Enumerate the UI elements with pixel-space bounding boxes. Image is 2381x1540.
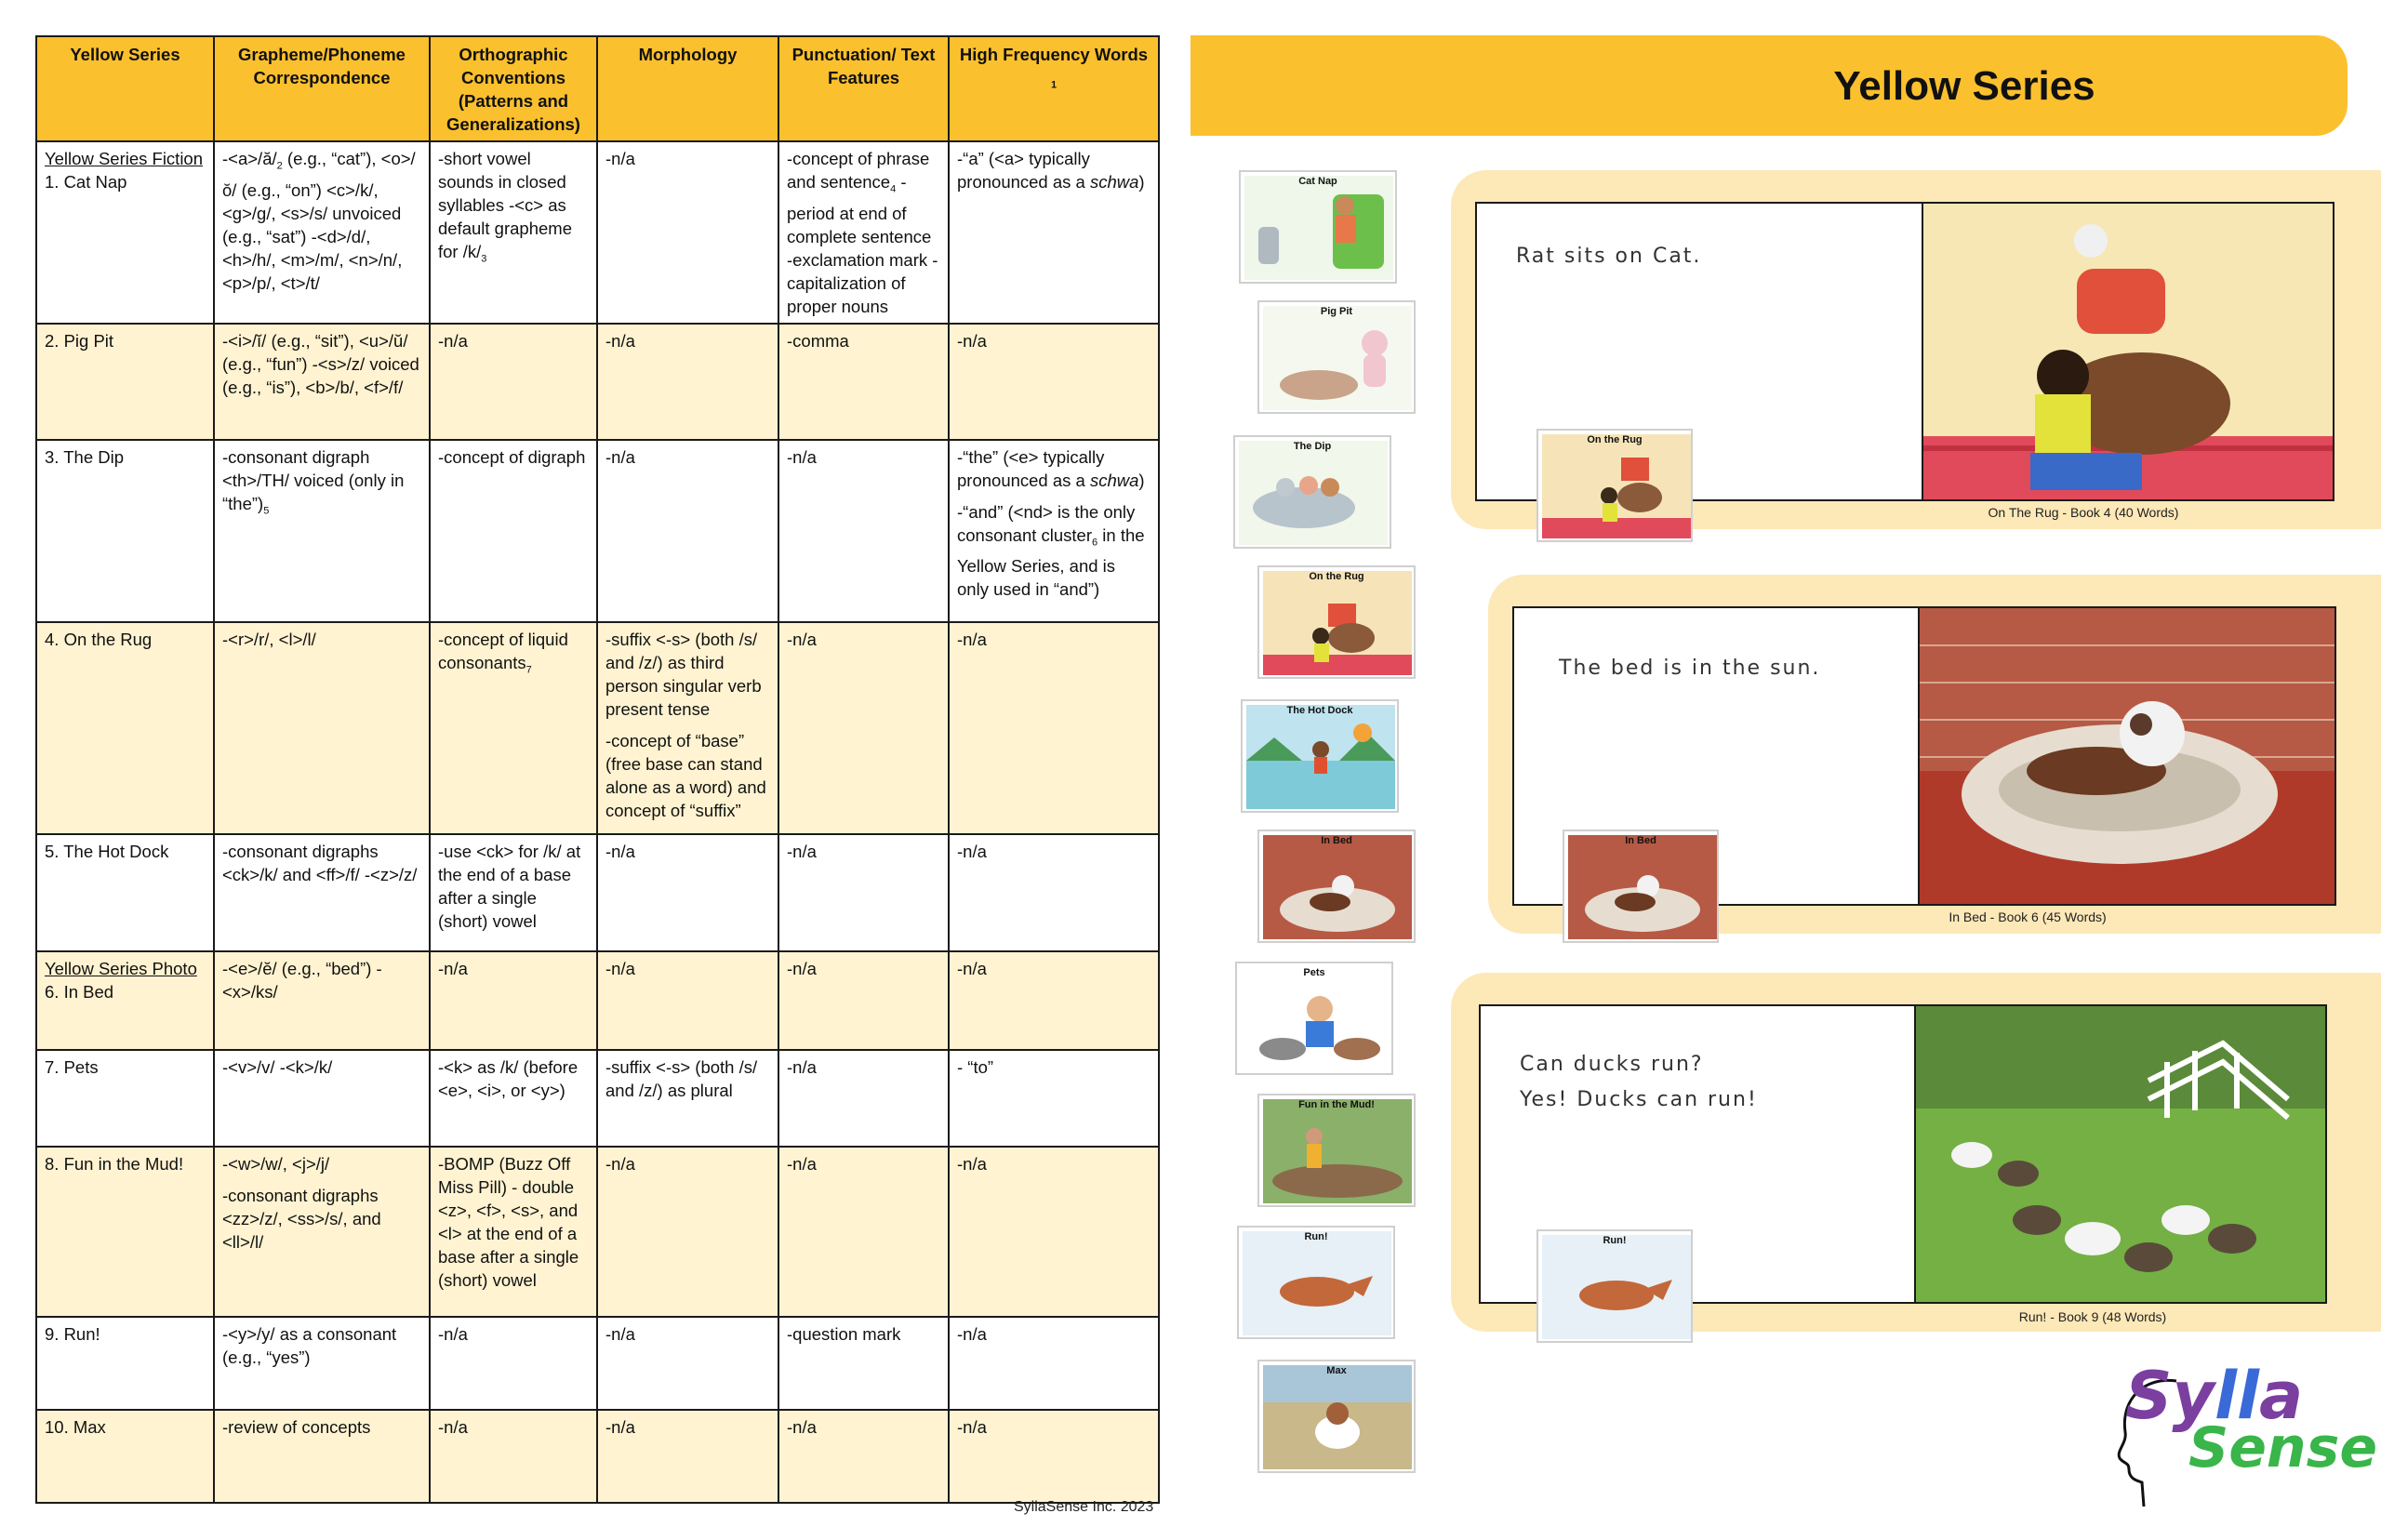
hfw-cell: -n/a (949, 1410, 1159, 1503)
sample-page-card-run (1451, 973, 2381, 1332)
table-row (36, 141, 1159, 324)
grapheme-cell: -<w>/w/, <j>/j/ -consonant digraphs <zz>/z/, <ss>/s/, and <ll>/l/ (214, 1147, 430, 1317)
section-label: Yellow Series Fiction (45, 149, 204, 168)
ortho-cell: -concept of digraph (430, 440, 597, 622)
book-thumbnail-pets: Pets (1235, 962, 1393, 1075)
morph-cell: -n/a (597, 1317, 778, 1410)
punct-cell: -n/a (778, 951, 949, 1050)
spread-caption: Run! - Book 9 (48 Words) (2018, 1309, 2167, 1324)
ortho-cell: -n/a (430, 1410, 597, 1503)
cat-nap-cover-illustration (1244, 176, 1393, 280)
book-thumbnail-cat-nap: Cat Nap (1239, 170, 1397, 284)
table-header-row (36, 36, 1159, 141)
grapheme-cell: -<i>/ĭ/ (e.g., “sit”), <u>/ŭ/ (e.g., “fun”) -<s>/z/ voiced (e.g., “is”), <b>/b/, <f>/f/ (214, 324, 430, 440)
max-cover-photo (1263, 1365, 1412, 1469)
hfw-cell: -n/a (949, 834, 1159, 951)
ortho-cell: -n/a (430, 324, 597, 440)
grapheme-cell: $-<a>/ă/_2$ (e.g., “cat”), <o>/ŏ/ (e.g., “on”) <c>/k/, <g>/g/, <s>/s/ unvoiced (e.g., “sat”) -<d>/d/, <h>/h/, <m>/m/, <n>/n/, <p>/p/, <t>/t/ (214, 141, 430, 324)
hfw-cell: -n/a (949, 1317, 1159, 1410)
punct-cell: -n/a (778, 440, 949, 622)
header-morphology: Morphology (597, 36, 778, 141)
header-grapheme: Grapheme/Phoneme Correspondence (214, 36, 430, 141)
book-thumbnail-the-hot-dock: The Hot Dock (1241, 699, 1399, 813)
ortho-cell: -BOMP (Buzz Off Miss Pill) - double <z>, <f>, <s>, and <l> at the end of a base after a single (short) vowel (430, 1147, 597, 1317)
ortho-cell: -short vowel sounds in closed syllables -<c> as default grapheme for $/k/_3$ (430, 141, 597, 324)
grapheme-cell: -review of concepts (214, 1410, 430, 1503)
table-row (36, 324, 1159, 440)
hfw-cell: -“the” (<e> typically pronounced as a schwa) -“and” (<nd> is the only consonant cluster$_6$ in the Yellow Series, and is only used in “and”) (949, 440, 1159, 622)
punct-cell: -concept of phrase and sentence$_4$ -period at end of complete sentence -exclamation mark -capitalization of proper nouns (778, 141, 949, 324)
spread-photo (1914, 1006, 2325, 1302)
sample-page-card-on-the-rug (1451, 170, 2381, 529)
book-cell: Yellow Series Photo 6. In Bed (36, 951, 214, 1050)
hfw-cell: -“a” (<a> typically pronounced as a schwa) (949, 141, 1159, 324)
ortho-cell: -<k> as /k/ (before <e>, <i>, or <y>) (430, 1050, 597, 1147)
morph-cell: -n/a (597, 141, 778, 324)
grapheme-cell: -<r>/r/, <l>/l/ (214, 622, 430, 834)
ortho-cell: -concept of liquid consonants$_7$ (430, 622, 597, 834)
book-thumbnail-run: Run! (1237, 1226, 1395, 1339)
in-bed-cover-photo (1263, 835, 1412, 939)
book-thumbnail-pig-pit: Pig Pit (1257, 300, 1416, 414)
morph-cell: -suffix <-s> (both /s/ and /z/) as plural (597, 1050, 778, 1147)
pets-cover-photo (1241, 967, 1390, 1071)
morph-cell: -n/a (597, 440, 778, 622)
book-thumbnail-the-dip: The Dip (1233, 435, 1391, 549)
hfw-cell: -n/a (949, 1147, 1159, 1317)
morph-cell: -n/a (597, 951, 778, 1050)
book-cell: 10. Max (36, 1410, 214, 1503)
logo-sylla: Sylla (2125, 1358, 2304, 1434)
pig-pit-cover-illustration (1263, 306, 1412, 410)
morph-cell: -n/a (597, 324, 778, 440)
hot-dock-cover-illustration (1246, 705, 1395, 809)
copyright-credit: SyllaSense Inc. 2023 (1014, 1499, 1154, 1515)
hfw-cell: -n/a (949, 324, 1159, 440)
table-row (36, 622, 1159, 834)
table-row (36, 1317, 1159, 1410)
fun-in-the-mud-cover-photo (1263, 1099, 1412, 1203)
spread-illustration (1922, 204, 2333, 499)
hfw-cell: -n/a (949, 622, 1159, 834)
book-cell: Yellow Series Fiction 1. Cat Nap (36, 141, 214, 324)
book-cell: 4. On the Rug (36, 622, 214, 834)
series-banner (1190, 35, 2348, 136)
spread-text-line: Can ducks run? (1520, 1053, 1704, 1076)
grapheme-cell: -<y>/y/ as a consonant (e.g., “yes”) (214, 1317, 430, 1410)
book-thumbnail-max: Max (1257, 1360, 1416, 1473)
table-row (36, 1050, 1159, 1147)
book-cell: 5. The Hot Dock (36, 834, 214, 951)
header-orthographic: Orthographic Conventions (Patterns and Generalizations) (430, 36, 597, 141)
hfw-cell: - “to” (949, 1050, 1159, 1147)
punct-cell: -n/a (778, 834, 949, 951)
table-row (36, 440, 1159, 622)
punct-cell: -n/a (778, 1147, 949, 1317)
ortho-cell: -n/a (430, 1317, 597, 1410)
spread-photo (1918, 608, 2334, 904)
table-row (36, 1410, 1159, 1503)
on-the-rug-cover-illustration (1263, 571, 1412, 675)
morph-cell: -suffix <-s> (both /s/ and /z/) as third person singular verb present tense -concept of “base” (free base can stand alone as a word) and concept of “suffix” (597, 622, 778, 834)
morph-cell: -n/a (597, 1147, 778, 1317)
book-thumbnail-in-bed: In Bed (1257, 830, 1416, 943)
punct-cell: -comma (778, 324, 949, 440)
book-cell: 8. Fun in the Mud! (36, 1147, 214, 1317)
punct-cell: -n/a (778, 1410, 949, 1503)
ortho-cell: -n/a (430, 951, 597, 1050)
grapheme-cell: -consonant digraphs <ck>/k/ and <ff>/f/ -<z>/z/ (214, 834, 430, 951)
the-dip-cover-illustration (1239, 441, 1388, 545)
run-cover-photo (1243, 1231, 1391, 1335)
book-cell: 9. Run! (36, 1317, 214, 1410)
punct-cell: -question mark (778, 1317, 949, 1410)
hfw-cell: -n/a (949, 951, 1159, 1050)
section-label: Yellow Series Photo (45, 958, 197, 978)
spread-text-line: Rat sits on Cat. (1516, 245, 1702, 268)
mini-cover-in-bed: In Bed (1563, 830, 1719, 943)
book-thumbnail-fun-in-the-mud: Fun in the Mud! (1257, 1094, 1416, 1207)
syllasense-logo (2088, 1358, 2378, 1507)
sample-page-card-in-bed (1488, 575, 2381, 934)
mini-cover-run: Run! (1536, 1229, 1693, 1343)
page-title: Yellow Series (1833, 63, 2095, 109)
table-row (36, 951, 1159, 1050)
spread-text-line: Yes! Ducks can run! (1520, 1088, 1758, 1111)
grapheme-cell: -consonant digraph <th>/TH/ voiced (only in “$the”)_5$ (214, 440, 430, 622)
header-series: Yellow Series (36, 36, 214, 141)
grapheme-cell: -<v>/v/ -<k>/k/ (214, 1050, 430, 1147)
spread-caption: On The Rug - Book 4 (40 Words) (1988, 505, 2179, 520)
grapheme-cell: -<e>/ĕ/ (e.g., “bed”) -<x>/ks/ (214, 951, 430, 1050)
logo-sense: Sense (2188, 1415, 2378, 1480)
book-cell: 2. Pig Pit (36, 324, 214, 440)
morph-cell: -n/a (597, 1410, 778, 1503)
scope-sequence-table (35, 35, 1160, 1504)
punct-cell: -n/a (778, 1050, 949, 1147)
morph-cell: -n/a (597, 834, 778, 951)
punct-cell: -n/a (778, 622, 949, 834)
ortho-cell: -use <ck> for /k/ at the end of a base after a single (short) vowel (430, 834, 597, 951)
mini-cover-on-the-rug: On the Rug (1536, 429, 1693, 542)
spread-text-line: The bed is in the sun. (1559, 657, 1821, 680)
table-row (36, 1147, 1159, 1317)
header-punctuation: Punctuation/ Text Features (778, 36, 949, 141)
header-hfw: High Frequency Words $_1$ (949, 36, 1159, 141)
book-cell: 3. The Dip (36, 440, 214, 622)
table-row (36, 834, 1159, 951)
spread-caption: In Bed - Book 6 (45 Words) (1949, 909, 2107, 924)
book-cell: 7. Pets (36, 1050, 214, 1147)
book-thumbnail-on-the-rug: On the Rug (1257, 565, 1416, 679)
